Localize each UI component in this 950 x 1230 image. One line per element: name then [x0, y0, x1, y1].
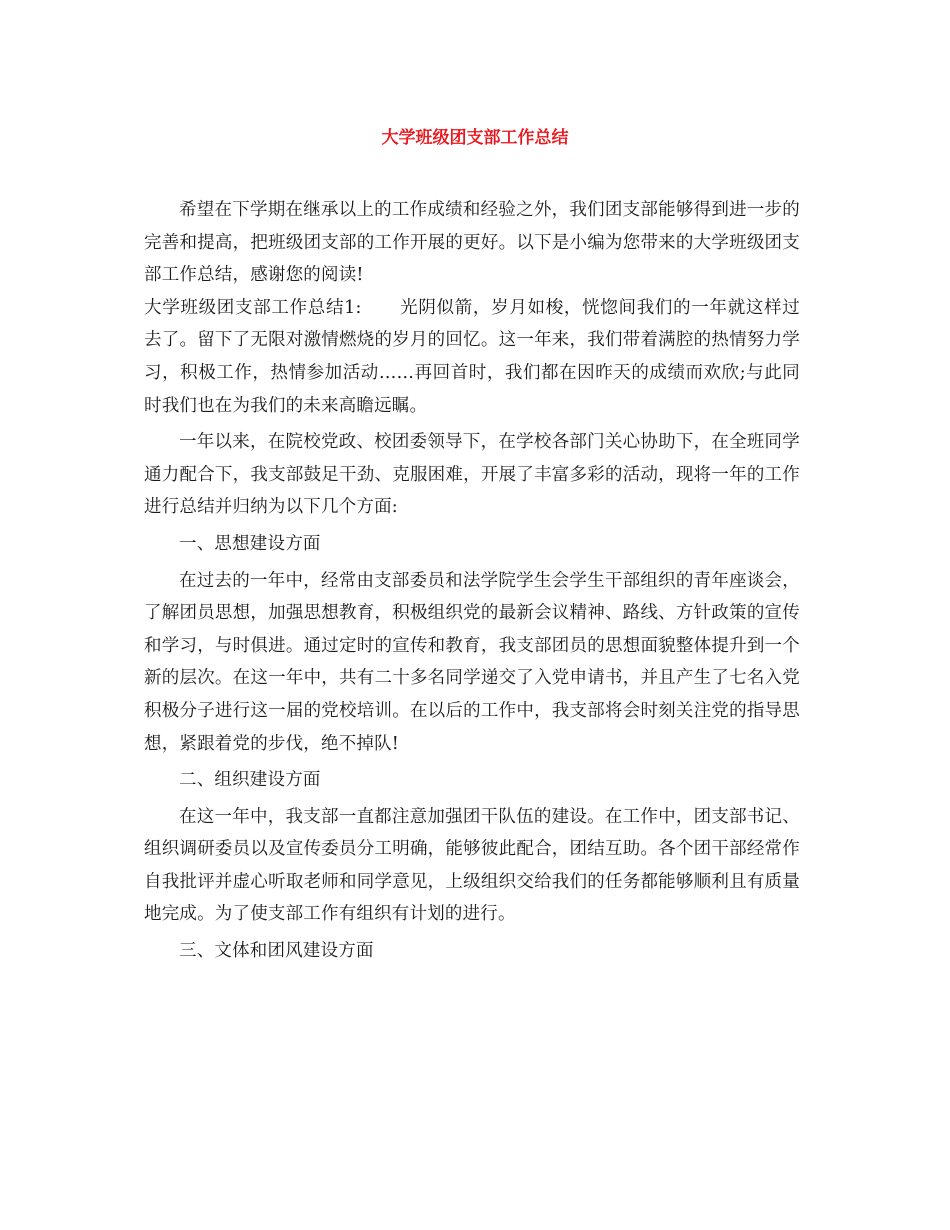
document-title: 大学班级团支部工作总结 — [381, 128, 569, 148]
section2-paragraph: 在这一年中，我支部一直都注意加强团干队伍的建设。在工作中，团支部书记、组织调研委员以及宣传委员分工明确，能够彼此配合，团结互助。各个团干部经常作自我批评并虚心听取老师和同学意见，上级组织交给我们的任务都能够顺利且有质量地完成。为了使支部工作有组织有计划的进行。 — [144, 806, 800, 925]
summary-paragraph — [144, 292, 800, 422]
summary-text: 光阴似箭，岁月如梭，恍惚间我们的一年就这样过去了。留下了无限对激情燃烧的岁月的回忆。这一年来，我们带着满腔的热情努力学习，积极工作，热情参加活动……再回首时，我们都在因昨天的成绩而欢欣;与此同时我们也在为我们的未来高瞻远瞩。 — [144, 297, 800, 416]
section3-heading: 三、文体和团风建设方面 — [179, 941, 374, 962]
intro-paragraph: 希望在下学期在继承以上的工作成绩和经验之外，我们团支部能够得到进一步的完善和提高，把班级团支部的工作开展的更好。以下是小编为您带来的大学班级团支部工作总结，感谢您的阅读! — [144, 200, 800, 286]
summary-label: 大学班级团支部工作总结1: — [144, 297, 362, 318]
overview-paragraph: 一年以来，在院校党政、校团委领导下，在学校各部门关心协助下，在全班同学通力配合下，我支部鼓足干劲、克服困难，开展了丰富多彩的活动，现将一年的工作进行总结并归纳为以下几个方面: — [144, 432, 800, 518]
section1-heading: 一、思想建设方面 — [179, 533, 321, 554]
section1-paragraph: 在过去的一年中，经常由支部委员和法学院学生会学生干部组织的青年座谈会，了解团员思想，加强思想教育，积极组织党的最新会议精神、路线、方针政策的宣传和学习，与时俱进。通过定时的宣传和教育，我支部团员的思想面貌整体提升到一个新的层次。在这一年中，共有二十多名同学递交了入党申请书，并且产生了七名入党积极分子进行这一届的党校培训。在以后的工作中，我支部将会时刻关注党的指导思想，紧跟着党的步伐，绝不掉队! — [144, 570, 800, 754]
document-body — [144, 194, 800, 968]
section2-heading: 二、组织建设方面 — [179, 770, 321, 791]
